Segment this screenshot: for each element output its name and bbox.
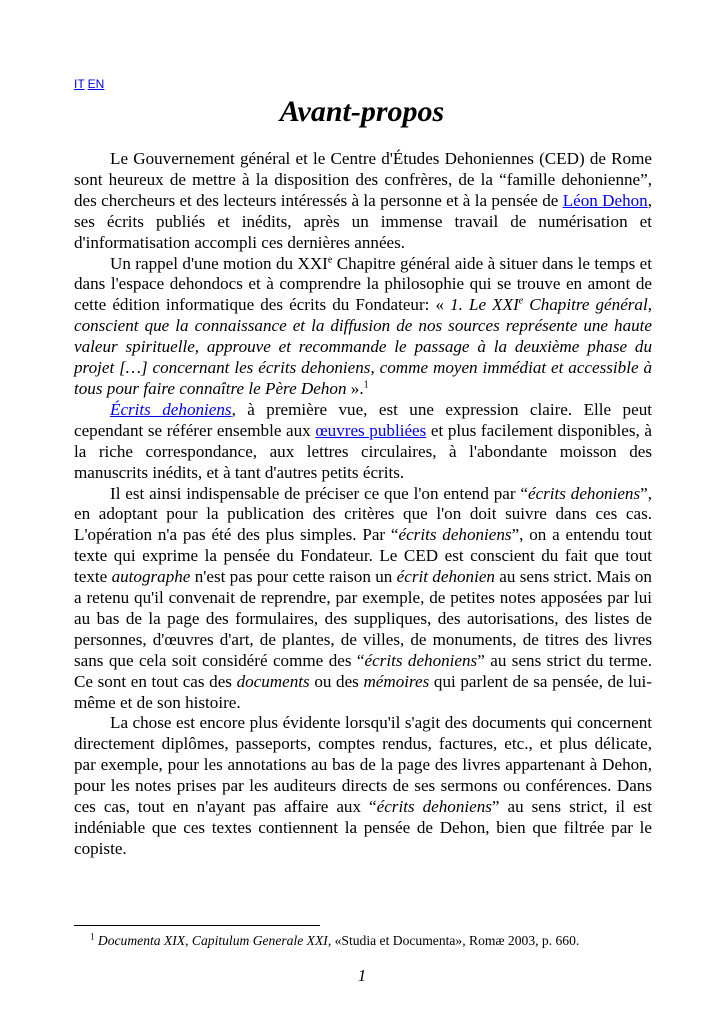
- leon-dehon-link[interactable]: Léon Dehon: [562, 190, 648, 210]
- footnote-divider: [74, 925, 320, 926]
- document-body: [74, 149, 652, 860]
- footnote-ref: 1: [363, 379, 369, 391]
- lang-link-en[interactable]: EN: [87, 77, 105, 91]
- language-switcher: [74, 77, 107, 91]
- paragraph-4: Il est ainsi indispensable de préciser ce que l'on entend par “écrits dehoniens”, en adoptant pour la publication des critères que l'on doit suivre dans ces cas. L'opération n'a pas été des plus simples. Par “écrits dehoniens”, on a entendu tout texte qui exprime la pensée du Fondateur. Le CED est conscient du fait que tout texte autographe n'est pas pour cette raison un écrit dehonien au sens strict. Mais on a retenu qu'il convenait de reprendre, par exemple, de petites notes apposées par lui au bas de la page des formulaires, des suppliques, des autorisations, des listes de personnes, d'œuvres d'art, de plantes, de villes, de monuments, de titres des livres sans que cela soit considéré comme des “écrits dehoniens” au sens strict du terme. Ce sont en tout cas des documents ou des mémoires qui parlent de sa pensée, de lui-même et de son histoire.: [74, 483, 652, 712]
- paragraph-5: La chose est encore plus évidente lorsqu'il s'agit des documents qui concernent directement diplômes, passeports, comptes rendus, factures, etc., et plus délicate, par exemple, pour les annotations au bas de la page des livres appartenant à Dehon, pour les notes prises par les auditeurs directs de ses sermons ou conférences. Dans ces cas, tout en n'ayant pas affaire aux “écrits dehoniens” au sens strict, il est indéniable que ces textes contiennent la pensée de Dehon, bien que filtrée par le copiste.: [74, 713, 653, 858]
- paragraph-2: Un rappel d'une motion du XXIe Chapitre général aide à situer dans le temps et dans l'espace dehondocs et à comprendre la philosophie qui se trouve en amont de cette édition informatique des écrits du Fondateur: « 1. Le XXIe Chapitre général, conscient que la connaissance et la diffusion de nos sources représente une haute valeur spirituelle, approuve et recommande le passage à la deuxième phase du projet […] concernant les écrits dehoniens, comme moyen immédiat et accessible à tous pour faire connaître le Père Dehon ».$^1$: [74, 253, 652, 398]
- paragraph-3: Écrits dehoniens, à première vue, est une expression claire. Elle peut cependant se référer ensemble aux œuvres publiées et plus facilement disponibles, à la riche correspondance, aux lettres circulaires, à l'abondante moisson des manuscrits inédits, et à tant d'autres petits écrits.: [74, 399, 653, 482]
- page-title: Avant-propos: [279, 95, 445, 128]
- footnote: $^1$ Documenta XIX, Capitulum Generale XXI, «Studia et Documenta», Romæ 2003, p. 660.: [90, 931, 580, 948]
- oeuvres-publiees-link[interactable]: œuvres publiées: [315, 420, 427, 440]
- paragraph-1: Le Gouvernement général et le Centre d'Études Dehoniennes (CED) de Rome sont heureux de mettre à la disposition des confrères, de la “famille dehonienne”, des chercheurs et des lecteurs intéressés à la personne et à la pensée de Léon Dehon, ses écrits publiés et inédits, après un immense travail de numérisation et d'informatisation accompli ces dernières années.: [74, 149, 652, 252]
- lang-link-it[interactable]: IT: [74, 77, 85, 91]
- ecrits-dehoniens-link[interactable]: Écrits dehoniens: [110, 399, 232, 419]
- page-number: 1: [357, 966, 367, 985]
